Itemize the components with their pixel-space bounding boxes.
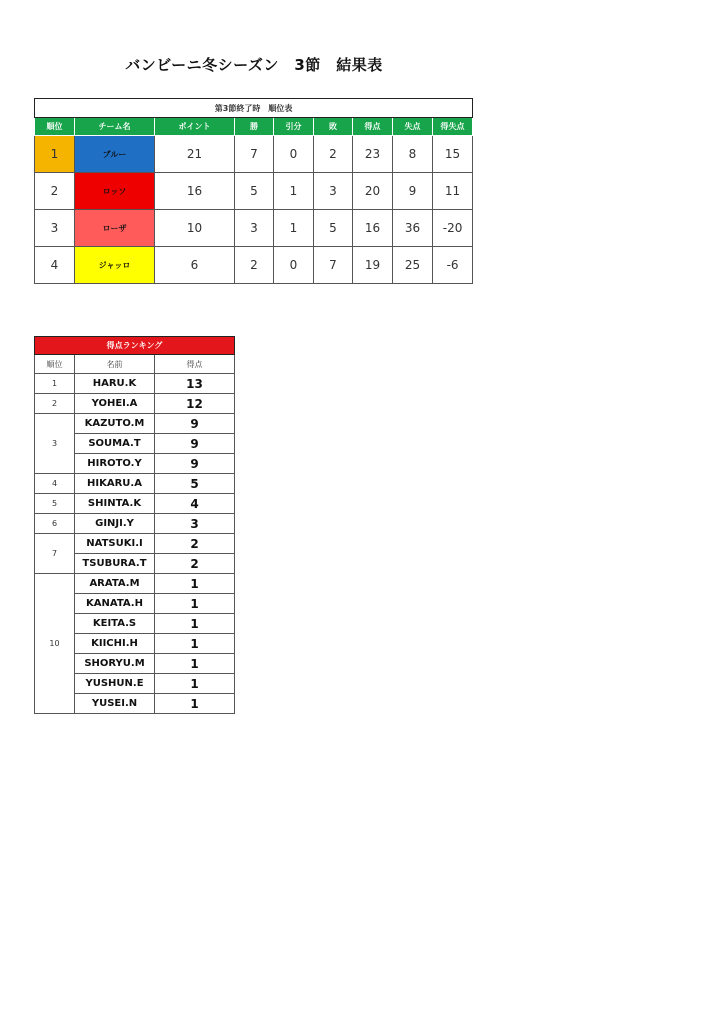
scorer-name-cell: HIKARU.A	[75, 474, 155, 494]
scorer-goals-cell: 13	[155, 374, 235, 394]
team-name-cell: ロッソ	[75, 173, 155, 210]
scorer-name-cell: KAZUTO.M	[75, 414, 155, 434]
standings-rank-cell: 4	[35, 247, 75, 284]
header-draw: 引分	[274, 118, 314, 136]
standings-win-cell: 3	[235, 210, 274, 247]
table-row	[35, 534, 235, 554]
header-team: チーム名	[75, 118, 155, 136]
standings-loss-cell: 7	[314, 247, 353, 284]
table-row	[35, 210, 473, 247]
scorer-name-cell: SOUMA.T	[75, 434, 155, 454]
scorer-name-cell: KIICHI.H	[75, 634, 155, 654]
standings-points-cell: 16	[155, 173, 235, 210]
standings-gd-cell: 15	[433, 136, 473, 173]
standings-rank-cell: 3	[35, 210, 75, 247]
table-row	[35, 136, 473, 173]
scorer-goals-cell: 9	[155, 454, 235, 474]
scorer-rank-cell: 6	[35, 514, 75, 534]
standings-gd-cell: -6	[433, 247, 473, 284]
table-row	[35, 494, 235, 514]
scorer-name-cell: ARATA.M	[75, 574, 155, 594]
table-row	[35, 514, 235, 534]
standings-draw-cell: 1	[274, 210, 314, 247]
scorer-name-cell: HARU.K	[75, 374, 155, 394]
standings-loss-cell: 5	[314, 210, 353, 247]
standings-gf-cell: 20	[353, 173, 393, 210]
standings-loss-cell: 2	[314, 136, 353, 173]
scorer-name-cell: NATSUKI.I	[75, 534, 155, 554]
team-name-cell: ローザ	[75, 210, 155, 247]
table-row	[35, 414, 235, 434]
scorer-rank-cell: 2	[35, 394, 75, 414]
header-loss: 敗	[314, 118, 353, 136]
scorer-name-cell: YUSEI.N	[75, 694, 155, 714]
scorer-name-cell: HIROTO.Y	[75, 454, 155, 474]
standings-rank-cell: 1	[35, 136, 75, 173]
scorer-goals-cell: 5	[155, 474, 235, 494]
table-row	[35, 247, 473, 284]
standings-rank-cell: 2	[35, 173, 75, 210]
scorer-goals-cell: 1	[155, 594, 235, 614]
standings-ga-cell: 25	[393, 247, 433, 284]
header-goals-against: 失点	[393, 118, 433, 136]
scorer-header-goals: 得点	[155, 355, 235, 374]
standings-win-cell: 7	[235, 136, 274, 173]
scorer-name-cell: GINJI.Y	[75, 514, 155, 534]
standings-gf-cell: 16	[353, 210, 393, 247]
scorer-rank-cell: 10	[35, 574, 75, 714]
standings-points-cell: 10	[155, 210, 235, 247]
standings-ga-cell: 36	[393, 210, 433, 247]
standings-points-cell: 21	[155, 136, 235, 173]
table-row	[35, 173, 473, 210]
table-row	[35, 374, 235, 394]
scorer-header-rank: 順位	[35, 355, 75, 374]
header-goals-for: 得点	[353, 118, 393, 136]
document-title: バンビーニ冬シーズン 3節 結果表	[125, 56, 383, 74]
team-name-cell: ブルー	[75, 136, 155, 173]
standings-caption: 第3節終了時 順位表	[35, 99, 473, 118]
standings-gd-cell: 11	[433, 173, 473, 210]
scorer-name-cell: SHORYU.M	[75, 654, 155, 674]
table-row	[35, 574, 235, 594]
header-points: ポイント	[155, 118, 235, 136]
scorer-name-cell: KEITA.S	[75, 614, 155, 634]
scorer-rank-cell: 7	[35, 534, 75, 574]
scorer-goals-cell: 9	[155, 414, 235, 434]
standings-draw-cell: 0	[274, 247, 314, 284]
table-row	[35, 474, 235, 494]
standings-gf-cell: 19	[353, 247, 393, 284]
standings-win-cell: 2	[235, 247, 274, 284]
standings-draw-cell: 0	[274, 136, 314, 173]
standings-win-cell: 5	[235, 173, 274, 210]
header-goal-diff: 得失点	[433, 118, 473, 136]
scorer-name-cell: YUSHUN.E	[75, 674, 155, 694]
header-win: 勝	[235, 118, 274, 136]
scorer-goals-cell: 1	[155, 574, 235, 594]
scorer-rank-cell: 5	[35, 494, 75, 514]
scorer-ranking-caption: 得点ランキング	[35, 337, 235, 355]
scorer-goals-cell: 3	[155, 514, 235, 534]
scorer-goals-cell: 4	[155, 494, 235, 514]
scorer-rank-cell: 1	[35, 374, 75, 394]
standings-gd-cell: -20	[433, 210, 473, 247]
scorer-goals-cell: 1	[155, 694, 235, 714]
standings-ga-cell: 9	[393, 173, 433, 210]
scorer-rank-cell: 4	[35, 474, 75, 494]
scorer-goals-cell: 12	[155, 394, 235, 414]
scorer-goals-cell: 2	[155, 534, 235, 554]
scorer-goals-cell: 9	[155, 434, 235, 454]
standings-draw-cell: 1	[274, 173, 314, 210]
scorer-goals-cell: 1	[155, 634, 235, 654]
standings-ga-cell: 8	[393, 136, 433, 173]
standings-points-cell: 6	[155, 247, 235, 284]
scorer-goals-cell: 1	[155, 654, 235, 674]
standings-loss-cell: 3	[314, 173, 353, 210]
scorer-header-name: 名前	[75, 355, 155, 374]
scorer-name-cell: TSUBURA.T	[75, 554, 155, 574]
scorer-rank-cell: 3	[35, 414, 75, 474]
header-rank: 順位	[35, 118, 75, 136]
scorer-name-cell: SHINTA.K	[75, 494, 155, 514]
standings-table	[34, 98, 473, 284]
scorer-goals-cell: 1	[155, 614, 235, 634]
scorer-name-cell: KANATA.H	[75, 594, 155, 614]
team-name-cell: ジャッロ	[75, 247, 155, 284]
scorer-ranking-table	[34, 336, 235, 714]
table-row	[35, 394, 235, 414]
scorer-goals-cell: 2	[155, 554, 235, 574]
scorer-name-cell: YOHEI.A	[75, 394, 155, 414]
scorer-goals-cell: 1	[155, 674, 235, 694]
standings-gf-cell: 23	[353, 136, 393, 173]
